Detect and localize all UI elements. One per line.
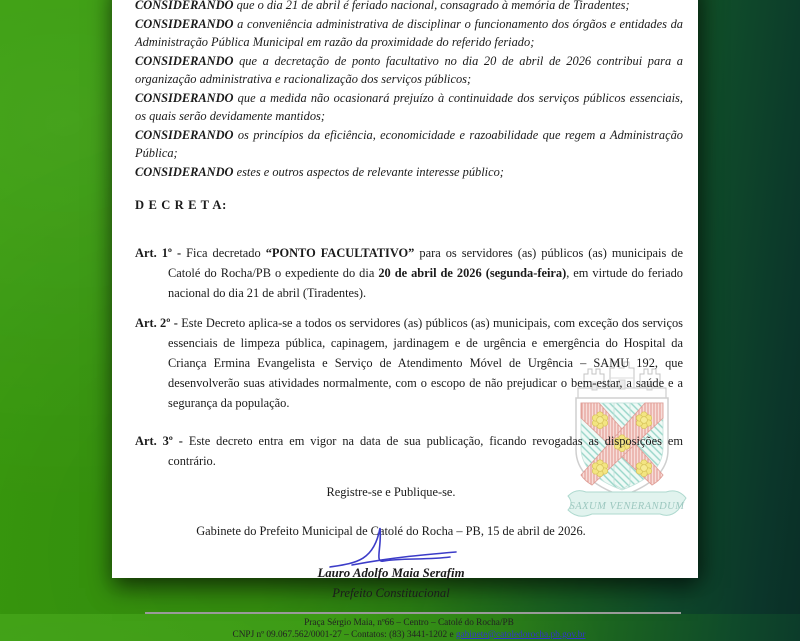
considerando-paragraph: [135, 0, 683, 15]
cabinet-date-line: Gabinete do Prefeito Municipal de Catolé do Rocha – PB, 15 de abril de 2026.: [196, 524, 586, 538]
considerando-lead: CONSIDERANDO: [135, 90, 234, 105]
footer-cnpj-contacts: CNPJ nº 09.067.562/0001-27 – Contatos: (83) 3441-1202 e: [232, 630, 456, 640]
considerando-paragraph: [135, 89, 683, 126]
considerando-paragraph: [135, 126, 683, 163]
considerando-lead: CONSIDERANDO: [135, 16, 234, 31]
considerando-text: a conveniência administrativa de disciplinar o funcionamento dos órgãos e entidades da Administração Pública Municipal em razão da proximidade do referido feriado;: [135, 16, 683, 49]
letterhead-footer: [135, 617, 683, 641]
article-1-bold-term: “PONTO FACULTATIVO”: [265, 246, 415, 260]
article-1-bold-date: 20 de abril de 2026 (segunda-feira): [378, 266, 567, 280]
considerando-lead: CONSIDERANDO: [135, 164, 234, 179]
signer-title: Prefeito Constitucional: [332, 586, 450, 600]
article-2-text: Este Decreto aplica-se a todos os servidores (as) públicos (as) municipais, com exceção dos serviços essenciais de limpeza pública, capinagem, jardinagem e de urgência e emergência do Hospital da Criança Ermina Evangelista e Serviço de Atendimento Móvel de Urgência – SAMU 192, que desenvolverão suas atividades normalmente, com o escopo de não prejudicar o bem-estar, a saúde e a segurança da população.: [168, 316, 683, 410]
article-1-text: para os servidores (as) públicos (as) municipais de Catolé do Rocha/PB o expediente do dia: [168, 246, 683, 280]
footer-address: Praça Sérgio Maia, nº66 – Centro – Catolé do Rocha/PB: [304, 618, 514, 628]
article-3: [135, 431, 683, 471]
considerando-text: que a decretação de ponto facultativo no dia 20 de abril de 2026 contribui para a organização administrativa e racionalização dos serviços públicos;: [135, 53, 683, 86]
considerando-lead: CONSIDERANDO: [135, 127, 234, 142]
footer-contacts-line: [135, 629, 683, 641]
article-2: [135, 313, 683, 413]
document-content: [112, 0, 698, 641]
footer-email-link[interactable]: gabinete@catoledorocha.pb.gov.br: [455, 630, 586, 640]
article-2-label: Art. 2º -: [135, 316, 182, 330]
considerando-paragraph: [135, 15, 683, 52]
considerando-text: que o dia 21 de abril é feriado nacional, consagrado à memória de Tiradentes;: [236, 0, 630, 12]
article-3-label: Art. 3º -: [135, 434, 189, 448]
considerando-lead: CONSIDERANDO: [135, 0, 234, 12]
considerando-paragraph: [135, 52, 683, 89]
article-1-text: , em virtude do feriado nacional do dia 21 de abril (Tiradentes).: [168, 266, 683, 300]
signer-name: Lauro Adolfo Maia Serafim: [317, 566, 465, 580]
considerando-lead: CONSIDERANDO: [135, 53, 234, 68]
closing-block: [135, 482, 647, 601]
motto-text: SAXUM VENERANDUM: [569, 501, 685, 512]
decreta-heading: D E C R E T A:: [135, 198, 227, 212]
document-page: [112, 0, 698, 640]
article-1-label: Art. 1º -: [135, 246, 187, 260]
considerando-text: estes e outros aspectos de relevante interesse público;: [236, 164, 504, 179]
considerando-paragraph: [135, 163, 683, 182]
considerando-text: que a medida não ocasionará prejuízo à continuidade dos serviços públicos essenciais, os quais serão devidamente mantidos;: [135, 90, 683, 123]
handwritten-signature-icon: [316, 525, 466, 571]
considerando-text: os princípios da eficiência, economicidade e razoabilidade que regem a Administração Pública;: [135, 127, 683, 160]
article-1-text: Fica decretado: [186, 246, 266, 260]
article-1: [135, 243, 683, 303]
article-3-text: Este decreto entra em vigor na data de sua publicação, ficando revogadas as disposições em contrário.: [168, 434, 683, 468]
register-publish-line: Registre-se e Publique-se.: [326, 485, 456, 499]
